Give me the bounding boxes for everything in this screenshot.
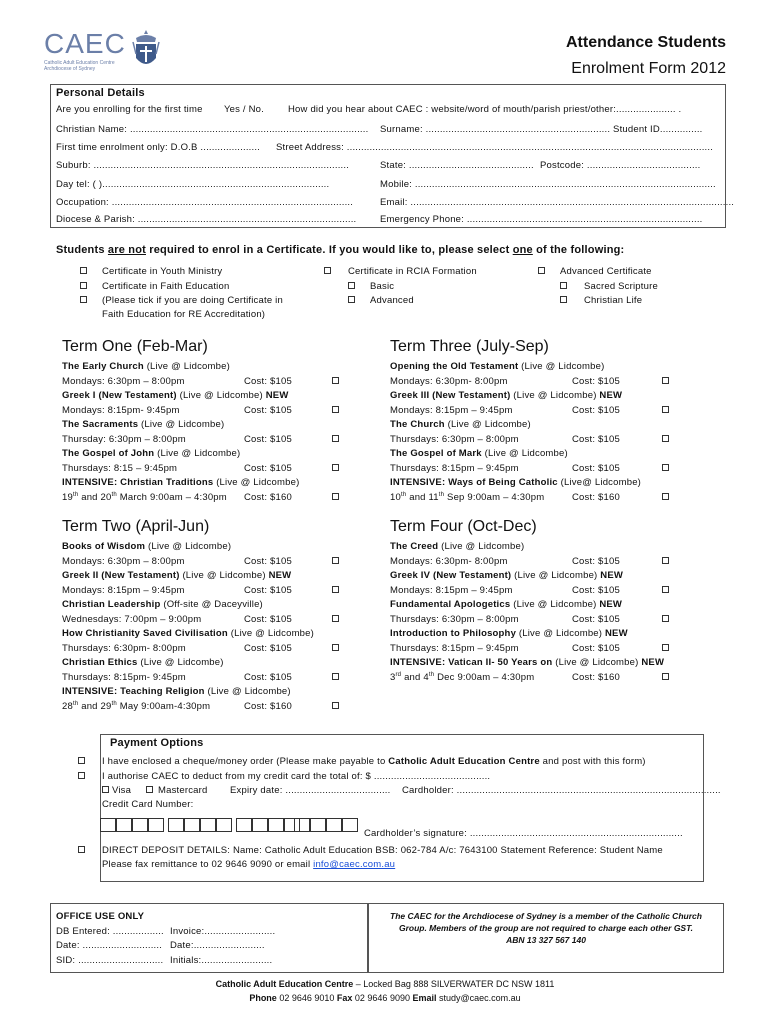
faith-education-checkbox[interactable] xyxy=(80,282,87,289)
course-cost: Cost: $105 xyxy=(572,613,620,625)
cheque-label: I have enclosed a cheque/money order (Please make payable to Catholic Adult Education Centre and post with this form) xyxy=(102,756,646,767)
caec-logo xyxy=(44,28,174,80)
rcia-basic-label: Basic xyxy=(370,281,395,292)
advanced-cert-checkbox[interactable] xyxy=(538,267,545,274)
course-name: Greek IV (New Testament) (Live @ Lidcombe) NEW xyxy=(390,570,624,581)
course-checkbox[interactable] xyxy=(332,557,339,564)
course-time: Mondays: 8:15pm – 9:45pm xyxy=(62,584,185,596)
mastercard-checkbox[interactable] xyxy=(146,786,153,793)
sid-field[interactable]: SID: .............................. xyxy=(56,955,164,966)
course-cost: Cost: $160 xyxy=(572,671,620,683)
db-entered-field[interactable]: DB Entered: .................. xyxy=(56,926,164,937)
invoice-field[interactable]: Invoice:......................... xyxy=(170,926,276,937)
course-cost: Cost: $105 xyxy=(572,642,620,654)
payment-heading: Payment Options xyxy=(110,737,204,749)
cc-number-group-3[interactable] xyxy=(236,818,300,832)
mastercard-label: Mastercard xyxy=(158,785,208,796)
course-name: The Gospel of Mark (Live @ Lidcombe) xyxy=(390,448,568,459)
re-accreditation-label-2: Faith Education for RE Accreditation) xyxy=(102,309,266,320)
course-checkbox[interactable] xyxy=(662,493,669,500)
course-name: The Gospel of John (Live @ Lidcombe) xyxy=(62,448,241,459)
surname-field[interactable]: Surname: ................................................................. Student ID............... xyxy=(380,124,703,135)
course-name: Greek II (New Testament) (Live @ Lidcombe) NEW xyxy=(62,570,292,581)
postcode-field[interactable]: Postcode: ........................................ xyxy=(540,160,701,171)
course-name: Christian Leadership (Off-site @ Daceyville) xyxy=(62,599,263,610)
course-name: Greek I (New Testament) (Live @ Lidcombe) NEW xyxy=(62,390,289,401)
course-time: Mondays: 8:15pm – 9:45pm xyxy=(390,584,513,596)
course-checkbox[interactable] xyxy=(332,493,339,500)
course-checkbox[interactable] xyxy=(662,644,669,651)
course-cost: Cost: $105 xyxy=(244,462,292,474)
cc-number-group-4[interactable] xyxy=(294,818,358,832)
emergency-phone-field[interactable]: Emergency Phone: ................................................................................... xyxy=(380,214,703,225)
course-cost: Cost: $160 xyxy=(572,491,620,503)
course-checkbox[interactable] xyxy=(332,406,339,413)
course-name: How Christianity Saved Civilisation (Live @ Lidcombe) xyxy=(62,628,315,639)
course-name: Introduction to Philosophy (Live @ Lidcombe) NEW xyxy=(390,628,628,639)
course-checkbox[interactable] xyxy=(332,464,339,471)
course-name: Books of Wisdom (Live @ Lidcombe) xyxy=(62,541,232,552)
course-cost: Cost: $105 xyxy=(244,584,292,596)
direct-deposit-checkbox[interactable] xyxy=(78,846,85,853)
course-checkbox[interactable] xyxy=(332,644,339,651)
course-cost: Cost: $105 xyxy=(244,613,292,625)
rcia-advanced-label: Advanced xyxy=(370,295,414,306)
course-cost: Cost: $105 xyxy=(572,555,620,567)
course-checkbox[interactable] xyxy=(662,673,669,680)
course-name: INTENSIVE: Ways of Being Catholic (Live@ Lidcombe) xyxy=(390,477,642,488)
date-field-2[interactable]: Date:......................... xyxy=(170,940,265,951)
course-checkbox[interactable] xyxy=(332,702,339,709)
cardholder-field[interactable]: Cardholder: ............................................................................................. xyxy=(402,785,721,796)
course-cost: Cost: $160 xyxy=(244,491,292,503)
dob-field[interactable]: First time enrolment only: D.O.B ..................... xyxy=(56,142,261,153)
rcia-label: Certificate in RCIA Formation xyxy=(348,266,477,277)
course-cost: Cost: $160 xyxy=(244,700,292,712)
course-checkbox[interactable] xyxy=(662,586,669,593)
form-subtitle: Enrolment Form 2012 xyxy=(571,60,726,77)
occupation-field[interactable]: Occupation: ..................................................................................... xyxy=(56,197,354,208)
course-time: Thursdays: 8:15pm – 9:45pm xyxy=(390,642,519,654)
course-cost: Cost: $105 xyxy=(572,404,620,416)
course-cost: Cost: $105 xyxy=(244,375,292,387)
credit-card-checkbox[interactable] xyxy=(78,772,85,779)
course-checkbox[interactable] xyxy=(662,377,669,384)
course-checkbox[interactable] xyxy=(332,377,339,384)
course-cost: Cost: $105 xyxy=(244,671,292,683)
mobile-field[interactable]: Mobile: .......................................................................................................... xyxy=(380,179,716,190)
course-cost: Cost: $105 xyxy=(244,642,292,654)
faith-education-label: Certificate in Faith Education xyxy=(102,281,230,292)
re-accreditation-label-1: (Please tick if you are doing Certificate in xyxy=(102,295,283,306)
logo-sub-line2: Archdiocese of Sydney xyxy=(44,66,96,72)
date-field[interactable]: Date: ............................ xyxy=(56,940,163,951)
day-tel-field[interactable]: Day tel: ( )................................................................................ xyxy=(56,179,330,190)
course-cost: Cost: $105 xyxy=(572,462,620,474)
rcia-checkbox[interactable] xyxy=(324,267,331,274)
course-cost: Cost: $105 xyxy=(572,584,620,596)
christian-life-label: Christian Life xyxy=(584,295,643,306)
course-time: Mondays: 6:30pm – 8:00pm xyxy=(62,375,185,387)
authorise-label[interactable]: I authorise CAEC to deduct from my credit card the total of: $ ......................................... xyxy=(102,771,491,782)
direct-deposit-label: DIRECT DEPOSIT DETAILS: Name: Catholic Adult Education BSB: 062-784 A/c: 7643100 Statement Reference: Student Name xyxy=(102,845,663,856)
yes-no-field[interactable]: Yes / No. xyxy=(224,104,264,115)
course-time: Mondays: 6:30pm – 8:00pm xyxy=(62,555,185,567)
course-name: The Sacraments (Live @ Lidcombe) xyxy=(62,419,225,430)
course-time: Thursday: 6:30pm – 8:00pm xyxy=(62,433,186,445)
office-use-heading: OFFICE USE ONLY xyxy=(56,911,145,922)
cc-number-group-1[interactable] xyxy=(100,818,164,832)
logo-text: CAEC xyxy=(44,28,126,59)
rcia-basic-checkbox[interactable] xyxy=(348,282,355,289)
course-cost: Cost: $105 xyxy=(572,375,620,387)
course-name: Greek III (New Testament) (Live @ Lidcombe) NEW xyxy=(390,390,623,401)
term-title: Term Four (Oct-Dec) xyxy=(390,518,537,535)
hear-about-field[interactable]: How did you hear about CAEC : website/word of mouth/parish priest/other:..................... . xyxy=(288,104,682,115)
course-checkbox[interactable] xyxy=(662,464,669,471)
course-checkbox[interactable] xyxy=(332,615,339,622)
course-name: The Early Church (Live @ Lidcombe) xyxy=(62,361,230,372)
course-time: 3rd and 4th Dec 9:00am – 4:30pm xyxy=(390,671,535,683)
visa-checkbox[interactable] xyxy=(102,786,109,793)
suburb-field[interactable]: Suburb: .......................................................................................... xyxy=(56,160,350,171)
course-time: Thursdays: 8:15pm – 9:45pm xyxy=(390,462,519,474)
logo-subtitle xyxy=(44,60,115,72)
expiry-field[interactable]: Expiry date: ..................................... xyxy=(230,785,391,796)
cheque-checkbox[interactable] xyxy=(78,757,85,764)
info-email-link[interactable]: info@caec.com.au xyxy=(313,859,396,870)
course-name: INTENSIVE: Christian Traditions (Live @ Lidcombe) xyxy=(62,477,300,488)
course-time: Thursdays: 8:15 – 9:45pm xyxy=(62,462,178,474)
first-time-question: Are you enrolling for the first time xyxy=(56,104,203,115)
course-checkbox[interactable] xyxy=(332,586,339,593)
course-checkbox[interactable] xyxy=(332,673,339,680)
term-title: Term Three (July-Sep) xyxy=(390,338,549,355)
youth-ministry-checkbox[interactable] xyxy=(80,267,87,274)
course-time: Thursdays: 6:30pm- 8:00pm xyxy=(62,642,186,654)
course-checkbox[interactable] xyxy=(662,406,669,413)
course-cost: Cost: $105 xyxy=(244,433,292,445)
course-name: The Creed (Live @ Lidcombe) xyxy=(390,541,525,552)
advanced-cert-label: Advanced Certificate xyxy=(560,266,652,277)
sacred-scripture-label: Sacred Scripture xyxy=(584,281,658,292)
street-address-field[interactable]: Street Address: ................................................................................................................................. xyxy=(276,142,714,153)
course-time: Mondays: 6:30pm- 8:00pm xyxy=(390,375,508,387)
course-name: INTENSIVE: Vatican II- 50 Years on (Live @ Lidcombe) NEW xyxy=(390,657,665,668)
cc-number-label: Credit Card Number: xyxy=(102,799,194,810)
course-checkbox[interactable] xyxy=(662,557,669,564)
christian-life-checkbox[interactable] xyxy=(560,296,567,303)
fax-remittance-label: Please fax remittance to 02 9646 9090 or email info@caec.com.au xyxy=(102,859,396,870)
rcia-advanced-checkbox[interactable] xyxy=(348,296,355,303)
certificates-heading: Students are not required to enrol in a Certificate. If you would like to, please select one of the following: xyxy=(56,244,625,256)
email-field[interactable]: Email: .................................................................................................................. xyxy=(380,197,735,208)
diocese-parish-field[interactable]: Diocese & Parish: ............................................................................. xyxy=(56,214,357,225)
course-name: INTENSIVE: Teaching Religion (Live @ Lidcombe) xyxy=(62,686,291,697)
term-title: Term Two (April-Jun) xyxy=(62,518,210,535)
course-time: 19th and 20th March 9:00am – 4:30pm xyxy=(62,491,227,503)
logo-sub-line1: Catholic Adult Education Centre xyxy=(44,60,115,66)
form-title: Attendance Students xyxy=(565,34,726,51)
archdiocese-crest-icon xyxy=(130,28,162,74)
course-cost: Cost: $105 xyxy=(572,433,620,445)
visa-label: Visa xyxy=(112,785,132,796)
term-title: Term One (Feb-Mar) xyxy=(62,338,208,355)
course-cost: Cost: $105 xyxy=(244,555,292,567)
course-time: Thursdays: 6:30pm – 8:00pm xyxy=(390,613,519,625)
course-cost: Cost: $105 xyxy=(244,404,292,416)
cc-number-group-2[interactable] xyxy=(168,818,232,832)
course-name: Christian Ethics (Live @ Lidcombe) xyxy=(62,657,224,668)
course-time: Thursdays: 6:30pm – 8:00pm xyxy=(390,433,519,445)
christian-name-field[interactable]: Christian Name: .................................................................................... xyxy=(56,124,369,135)
course-checkbox[interactable] xyxy=(662,615,669,622)
course-checkbox[interactable] xyxy=(332,435,339,442)
course-name: Fundamental Apologetics (Live @ Lidcombe) NEW xyxy=(390,599,623,610)
gst-note: The CAEC for the Archdiocese of Sydney is a member of the Catholic Church Group. Members of the group are not required to charge each other GST. ABN 13 327 567 140 xyxy=(390,911,702,945)
course-checkbox[interactable] xyxy=(662,435,669,442)
course-time: Mondays: 8:15pm- 9:45pm xyxy=(62,404,180,416)
youth-ministry-label: Certificate in Youth Ministry xyxy=(102,266,223,277)
state-field[interactable]: State: ............................................ xyxy=(380,160,534,171)
course-time: Mondays: 6:30pm- 8:00pm xyxy=(390,555,508,567)
course-time: Mondays: 8:15pm – 9:45pm xyxy=(390,404,513,416)
course-time: Thursdays: 8:15pm- 9:45pm xyxy=(62,671,186,683)
personal-details-heading: Personal Details xyxy=(56,87,145,99)
course-name: The Church (Live @ Lidcombe) xyxy=(390,419,531,430)
footer-contact: Phone 02 9646 9010 Fax 02 9646 9090 Email study@caec.com.au xyxy=(249,993,521,1003)
initials-field[interactable]: Initials:......................... xyxy=(170,955,273,966)
signature-field[interactable]: Cardholder’s signature: ........................................................................... xyxy=(364,828,683,839)
course-time: Wednesdays: 7:00pm – 9:00pm xyxy=(62,613,202,625)
re-accreditation-checkbox[interactable] xyxy=(80,296,87,303)
course-time: 10th and 11th Sep 9:00am – 4:30pm xyxy=(390,491,545,503)
sacred-scripture-checkbox[interactable] xyxy=(560,282,567,289)
footer-address: Catholic Adult Education Centre – Locked Bag 888 SILVERWATER DC NSW 1811 xyxy=(215,979,555,989)
course-name: Opening the Old Testament (Live @ Lidcombe) xyxy=(390,361,605,372)
course-time: 28th and 29th May 9:00am-4:30pm xyxy=(62,700,211,712)
